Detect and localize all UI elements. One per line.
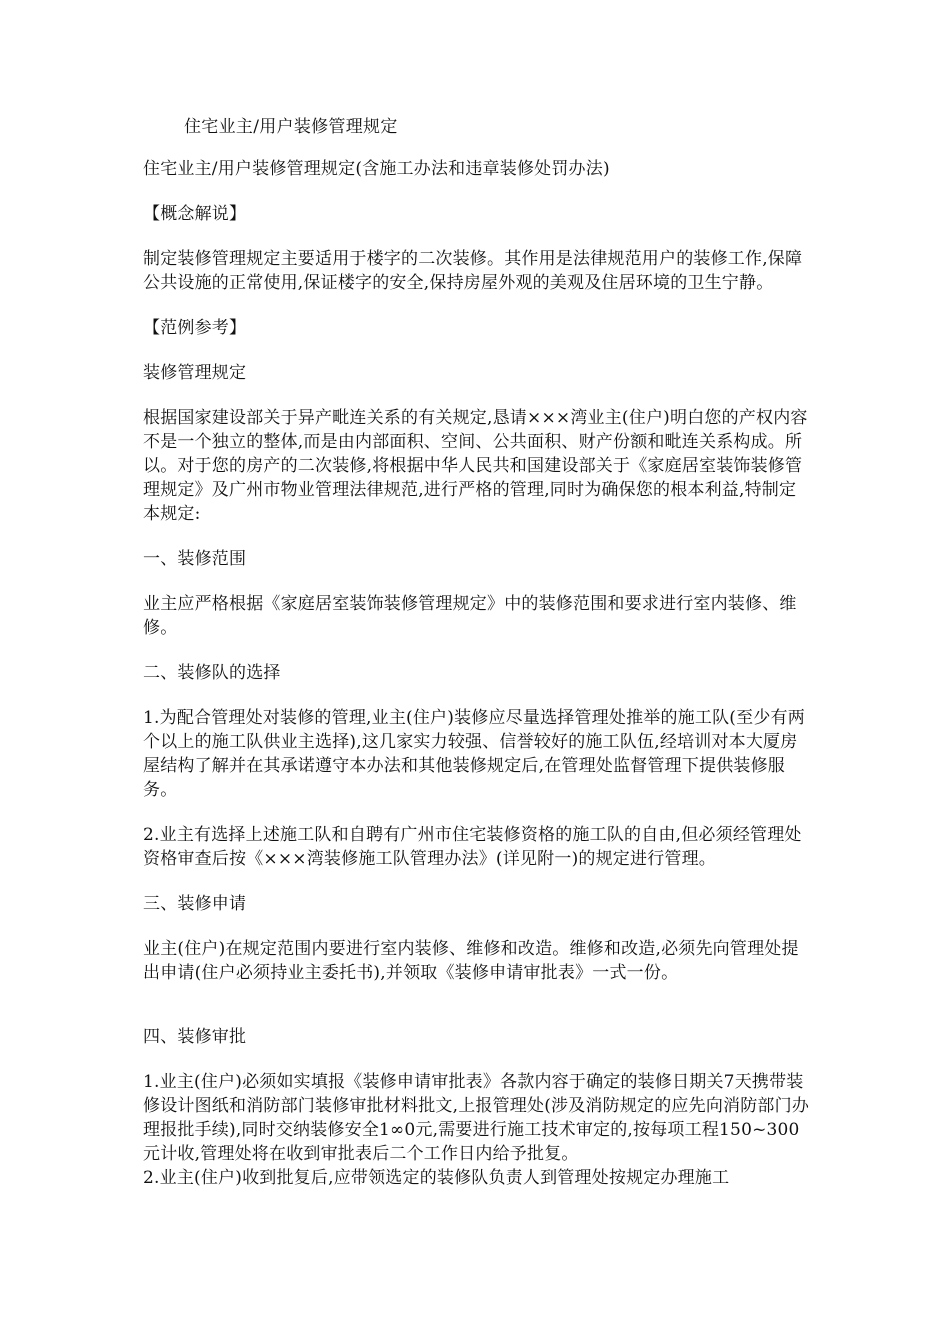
document-body: [143, 157, 811, 1190]
approval-paragraph-2: 2.业主(住户)收到批复后,应带领选定的装修队负责人到管理处按规定办理施工: [143, 1168, 730, 1188]
concept-paragraph: 制定装修管理规定主要适用于楼字的二次装修。其作用是法律规范用户的装修工作,保障公共设施的正常使用,保证楼字的安全,保持房屋外观的美观及住居环境的卫生宁静。: [143, 249, 803, 293]
section-heading-team: 二、装修队的选择: [143, 663, 281, 683]
scope-paragraph: 业主应严格根据《家庭居室装饰装修管理规定》中的装修范围和要求进行室内装修、维修。: [143, 594, 797, 638]
section-heading-approval: 四、装修审批: [143, 1027, 247, 1047]
team-paragraph-1: 1.为配合管理处对装修的管理,业主(住户)装修应尽量选择管理处推举的施工队(至少有两个以上的施工队供业主选择),这几家实力较强、信誉较好的施工队伍,经培训对本大厦房屋结构了解并在其承诺遵守本办法和其他装修规定后,在管理处监督管理下提供装修服务。: [143, 708, 805, 800]
section-heading-concept: 【概念解说】: [143, 204, 247, 224]
section-heading-application: 三、装修申请: [143, 894, 247, 914]
document-title: 住宅业主/用户装修管理规定: [184, 117, 398, 137]
regulation-title: 装修管理规定: [143, 363, 247, 383]
team-paragraph-2: 2.业主有选择上述施工队和自聘有广州市住宅装修资格的施工队的自由,但必须经管理处资格审查后按《×××湾装修施工队管理办法》(详见附一)的规定进行管理。: [143, 825, 802, 869]
section-heading-scope: 一、装修范围: [143, 549, 247, 569]
intro-paragraph: 根据国家建设部关于异产毗连关系的有关规定,恳请×××湾业主(住户)明白您的产权内容不是一个独立的整体,而是由内部面积、空间、公共面积、财产份额和毗连关系构成。所以。对于您的房产的二次装修,将根据中华人民共和国建设部关于《家庭居室装饰装修管理规定》及广州市物业管理法律规范,进行严格的管理,同时为确保您的根本利益,特制定本规定:: [143, 408, 808, 524]
application-paragraph: 业主(住户)在规定范围内要进行室内装修、维修和改造。维修和改造,必须先向管理处提出申请(住户必须持业主委托书),并领取《装修申请审批表》一式一份。: [143, 939, 799, 983]
subtitle-paragraph: 住宅业主/用户装修管理规定(含施工办法和违章装修处罚办法): [143, 159, 610, 179]
approval-paragraph-1: 1.业主(住户)必须如实填报《装修申请审批表》各款内容于确定的装修日期关7天携带装修设计图纸和消防部门装修审批材料批文,上报管理处(涉及消防规定的应先向消防部门办理报批手续),同时交纳装修安全1∞0元,需要进行施工技术审定的,按每项工程150~300元计收,管理处将在收到审批表后二个工作日内给予批复。: [143, 1072, 810, 1164]
section-heading-example: 【范例参考】: [143, 318, 247, 338]
